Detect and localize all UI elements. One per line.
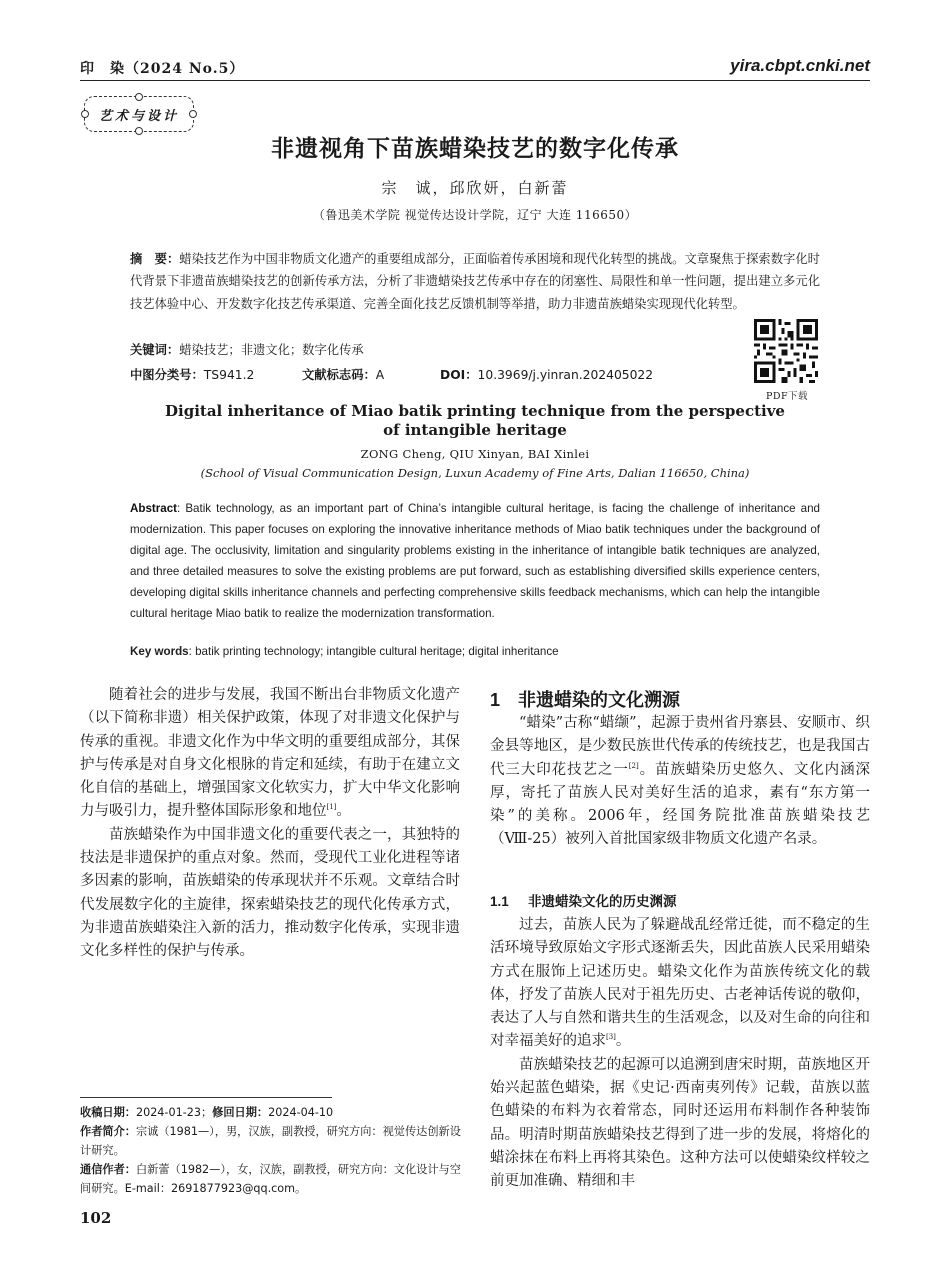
keywords-zh-label: 关键词： <box>130 343 180 357</box>
abstract-zh <box>130 248 820 315</box>
badge-ornament-icon <box>81 110 89 118</box>
subsection-paragraph-1 <box>490 914 870 1054</box>
english-authors: ZONG Cheng, QIU Xinyan, BAI Xinlei <box>360 447 590 461</box>
doi-value[interactable]: 10.3969/j.yinran.202405022 <box>477 368 654 382</box>
english-affiliation: (School of Visual Communication Design, Luxun Academy of Fine Arts, Dalian 116650, China) <box>200 466 750 480</box>
column-badge <box>84 96 194 132</box>
abstract-en-label: Abstract <box>130 502 178 515</box>
journal-issue: 印 染（2024 No.5） <box>80 61 245 77</box>
author-bio-text: 宗诚（1981—），男，汉族，副教授，研究方向：视觉传达创新设计研究。 <box>80 1125 461 1157</box>
author-bio-label: 作者简介： <box>80 1125 136 1138</box>
clc-value: TS941.2 <box>203 368 255 382</box>
revised-label: 修回日期： <box>212 1106 269 1119</box>
intro-paragraph-1-text: 随着社会的进步与发展，我国不断出台非物质文化遗产（以下简称非遗）相关保护政策，体现了对非遗文化保护与传承的重视。非遗文化作为中华文明的重要组成部分，其保护与传承是对自身文化根脉的肯定和延续，有助于在建立文化自信的基础上，增强国家文化软实力，扩大中华文化影响力与吸引力，提升整体国际形象和地位 <box>80 687 460 820</box>
footnote-rule <box>80 1097 332 1098</box>
subsection-1-1-body <box>490 914 870 1194</box>
header-rule <box>80 80 870 81</box>
doc-code-label: 文献标志码： <box>302 368 376 382</box>
page-number: 102 <box>80 1209 112 1227</box>
qr-code-icon[interactable] <box>754 319 818 383</box>
received-date: 2024-01-23； <box>135 1106 213 1119</box>
section-1-paragraph-end: 。苗族蜡染历史悠久、文化内涵深厚，寄托了苗族人民对美好生活的追求，素有“东方第一染”的美称。2006年，经国务院批准苗族蜡染技艺（Ⅷ-25）被列入首批国家级非物质文化遗产名录。 <box>490 761 871 848</box>
section-1-heading <box>490 686 680 712</box>
english-title-line1: Digital inheritance of Miao batik printing technique from the perspective <box>165 402 785 420</box>
section-1-paragraph-text: “蜡染”古称“蜡缬”，起源于贵州省丹寨县、安顺市、织金县等地区，是少数民族世代传承的传统技艺，也是我国古代三大印花技艺之一 <box>490 715 870 778</box>
keywords-en-label: Key words <box>130 645 189 658</box>
column-badge-label: 艺术与设计 <box>98 108 179 124</box>
section-1-paragraph <box>490 712 870 852</box>
subsection-paragraph-2: 苗族蜡染技艺的起源可以追溯到唐宋时期，苗族地区开始兴起蓝色蜡染，据《史记·西南夷列传》记载，苗族以蓝色蜡染的布料为衣着常态，同时还运用布料制作各种装饰品。明清时期苗族蜡染技艺得到了进一步的发展，将熔化的蜡涂抹在布料上再将其染色。这种方法可以使蜡染纹样较之前更加准确、精细和丰 <box>490 1056 870 1190</box>
footnote-author-bio <box>80 1122 462 1160</box>
article-authors: 宗 诚，邱欣妍，白新蕾 <box>381 179 569 197</box>
subsection-paragraph-1-end: 。 <box>615 1033 631 1050</box>
doc-code-value: A <box>375 368 385 382</box>
article-title: 非遗视角下苗族蜡染技艺的数字化传承 <box>271 136 679 162</box>
subsection-paragraph-1-text: 过去，苗族人民为了躲避战乱经常迁徙，而不稳定的生活环境导致原始文字形式逐渐丢失，因此苗族人民采用蜡染方式在服饰上记述历史。蜡染文化作为苗族传统文化的载体，抒发了苗族人民对于祖先历史、古老神话传说的敬仰，表达了人与自然和谐共生的生活观念，以及对生命的向往和对幸福美好的追求 <box>490 917 870 1050</box>
keywords-zh <box>130 340 364 358</box>
intro-paragraph-1 <box>80 684 460 824</box>
badge-ornament-icon <box>135 93 143 101</box>
intro-paragraph-1-end: 。 <box>336 803 351 820</box>
section-1-body <box>490 712 870 852</box>
subsection-1-1-title: 非遗蜡染文化的历史渊源 <box>528 894 677 910</box>
abstract-en-text: : Batik technology, as an important part of China’s intangible cultural heritage, is facing the challenge of inheritance and modernization. This paper focuses on exploring the innovative inheritance methods of Miao batik techniques under the background of digital age. The occlusivity, limitation and singularity problems existing in the inheritance of intangible batik techniques are analyzed, and three detailed measures to solve the existing problems are put forward, such as establishing diversified skills experience centers, developing digital skills inheritance channels and perfecting comprehensive skills feedback mechanisms, which can help the intangible cultural heritage Miao batik to realize the modernization transformation. <box>130 502 820 620</box>
keywords-en-text: : batik printing technology; intangible cultural heritage; digital inheritance <box>188 645 559 658</box>
footnote-corresponding <box>80 1160 462 1198</box>
clc-label: 中图分类号： <box>130 368 204 382</box>
keywords-zh-text: 蜡染技艺；非遗文化；数字化传承 <box>179 343 364 357</box>
corresponding-label: 通信作者： <box>80 1163 136 1176</box>
journal-website[interactable]: yira.cbpt.cnki.net <box>730 56 870 75</box>
english-title <box>0 402 950 440</box>
citation-ref-3[interactable]: [3] <box>606 1033 616 1042</box>
section-1-number: 1 <box>490 690 501 710</box>
abstract-zh-label: 摘 要： <box>130 252 180 266</box>
keywords-en <box>130 645 559 658</box>
section-1-title: 非遗蜡染的文化溯源 <box>518 690 680 711</box>
intro-paragraph-2: 苗族蜡染作为中国非遗文化的重要代表之一，其独特的技法是非遗保护的重点对象。然而，受现代工业化进程等诸多因素的影响，苗族蜡染的传承现状并不乐观。文章结合时代发展数字化的主旋律，探索蜡染技艺的现代化传承方式，为非遗苗族蜡染注入新的活力，推动数字化传承，实现非遗文化多样性的保护与传承。 <box>80 826 460 960</box>
footnote-dates <box>80 1103 462 1122</box>
doi-label: DOI： <box>440 368 478 382</box>
classification-line <box>130 365 653 383</box>
body-left-column <box>80 684 460 964</box>
citation-ref-2[interactable]: [2] <box>628 761 639 770</box>
citation-ref-1[interactable]: [1] <box>326 803 337 812</box>
abstract-en <box>130 499 820 624</box>
abstract-zh-text: 蜡染技艺作为中国非物质文化遗产的重要组成部分，正面临着传承困境和现代化转型的挑战。文章聚焦于探索数字化时代背景下非遗苗族蜡染技艺的创新传承方法，分析了非遗蜡染技艺传承中存在的闭塞性、局限性和单一性问题，提出建立多元化技艺体验中心、开发数字化技艺传承渠道、完善全面化技艺反馈机制等举措，助力非遗苗族蜡染实现现代化转型。 <box>130 252 820 311</box>
qr-caption: PDF下载 <box>765 391 809 402</box>
received-label: 收稿日期： <box>80 1106 136 1119</box>
revised-date: 2024-04-10 <box>268 1106 334 1119</box>
badge-ornament-icon <box>189 110 197 118</box>
article-affiliation: （鲁迅美术学院 视觉传达设计学院，辽宁 大连 116650） <box>312 208 638 222</box>
subsection-1-1-heading <box>490 890 677 910</box>
subsection-1-1-number: 1.1 <box>490 894 509 909</box>
corresponding-text: 白新蕾（1982—），女，汉族，副教授，研究方向：文化设计与空间研究。E-mail：2691877923@qq.com。 <box>80 1163 461 1195</box>
english-title-line2: of intangible heritage <box>383 421 567 439</box>
